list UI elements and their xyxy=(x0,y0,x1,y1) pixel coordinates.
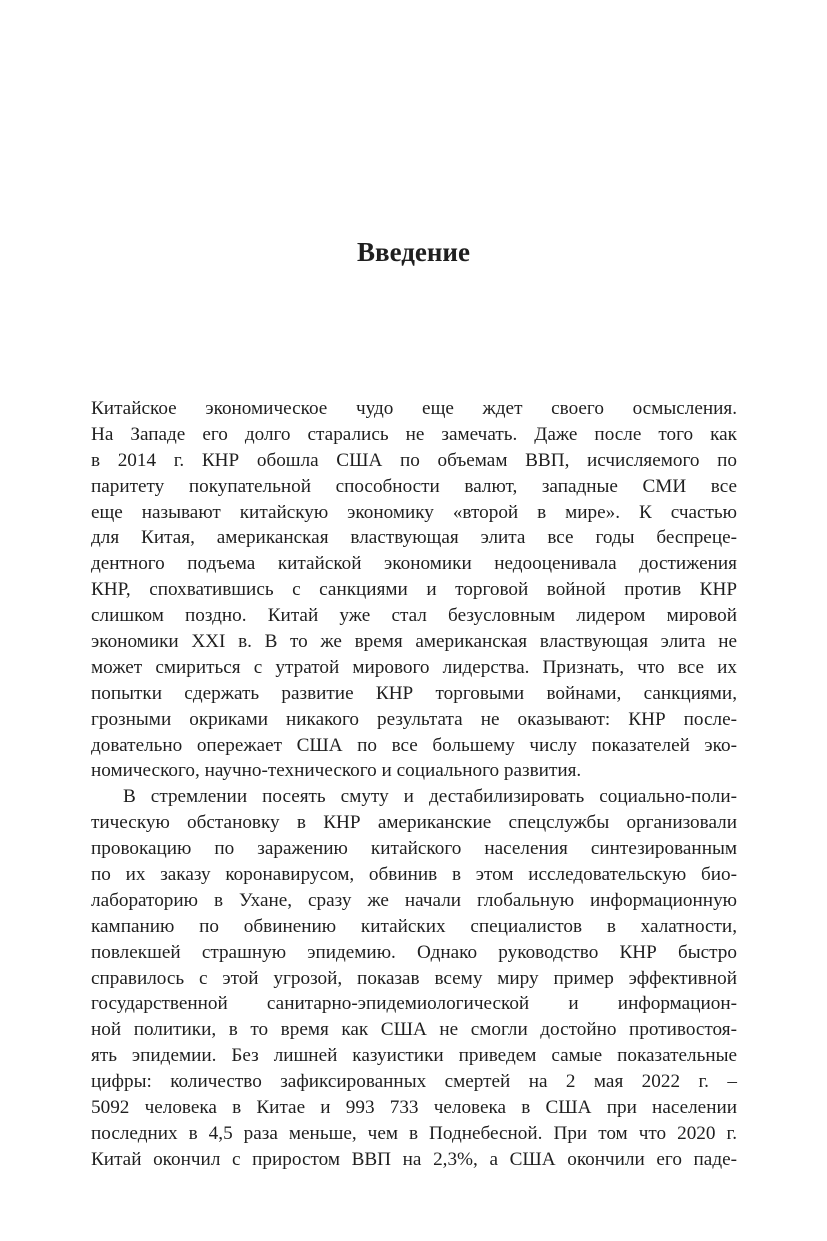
text-line: для Китая, американская властвующая элита все годы беспреце- xyxy=(91,527,737,549)
text-line: в 2014 г. КНР обошла США по объемам ВВП, исчисляемого по xyxy=(91,449,737,471)
text-line: по их заказу коронавирусом, обвинив в этом исследовательскую био- xyxy=(91,864,737,886)
text-line: экономики XXI в. В то же время американская властвующая элита не xyxy=(91,631,737,653)
text-line: В стремлении посеять смуту и дестабилизировать социально-поли- xyxy=(123,786,737,808)
text-line: дентного подъема китайской экономики недооценивала достижения xyxy=(91,553,737,575)
text-line: ять эпидемии. Без лишней казуистики приведем самые показательные xyxy=(91,1045,737,1067)
text-line: довательно опережает США по все большему числу показателей эко- xyxy=(91,734,737,756)
text-line: номического, научно-технического и социального развития. xyxy=(91,760,582,782)
text-line: Китайское экономическое чудо еще ждет своего осмысления. xyxy=(91,398,737,419)
text-line: провокацию по заражению китайского населения синтезированным xyxy=(91,838,737,860)
page-title: Введение xyxy=(357,237,470,267)
text-line: последних в 4,5 раза меньше, чем в Поднебесной. При том что 2020 г. xyxy=(91,1122,737,1144)
text-line: ной политики, в то время как США не смогли достойно противостоя- xyxy=(91,1019,737,1041)
text-line: еще называют китайскую экономику «второй в мире». К счастью xyxy=(91,501,737,523)
text-line: цифры: количество зафиксированных смертей на 2 мая 2022 г. – xyxy=(91,1071,737,1093)
text-line: попытки сдержать развитие КНР торговыми войнами, санкциями, xyxy=(91,682,737,704)
text-line: может смириться с утратой мирового лидерства. Признать, что все их xyxy=(91,656,737,678)
paragraph xyxy=(91,784,737,1172)
text-line: государственной санитарно-эпидемиологической и информацион- xyxy=(91,993,737,1015)
body-text xyxy=(91,396,737,1173)
text-line: справилось с этой угрозой, показав всему миру пример эффективной xyxy=(91,967,737,989)
text-line: слишком поздно. Китай уже стал безусловным лидером мировой xyxy=(91,605,737,627)
text-line: тическую обстановку в КНР американские спецслужбы организовали xyxy=(91,812,737,834)
text-line: 5092 человека в Китае и 993 733 человека в США при населении xyxy=(91,1097,737,1119)
paragraph xyxy=(91,396,737,784)
text-line: На Западе его долго старались не замечать. Даже после того как xyxy=(91,423,737,445)
text-line: грозными окриками никакого результата не оказывают: КНР после- xyxy=(91,708,737,730)
text-line: Китай окончил с приростом ВВП на 2,3%, а США окончили его паде- xyxy=(91,1148,737,1170)
text-line: КНР, спохватившись с санкциями и торговой войной против КНР xyxy=(91,579,737,601)
text-line: повлекшей страшную эпидемию. Однако руководство КНР быстро xyxy=(91,941,737,963)
text-line: кампанию по обвинению китайских специалистов в халатности, xyxy=(91,915,737,937)
text-line: лабораторию в Ухане, сразу же начали глобальную информационную xyxy=(91,889,737,911)
text-line: паритету покупательной способности валют, западные СМИ все xyxy=(91,475,737,497)
